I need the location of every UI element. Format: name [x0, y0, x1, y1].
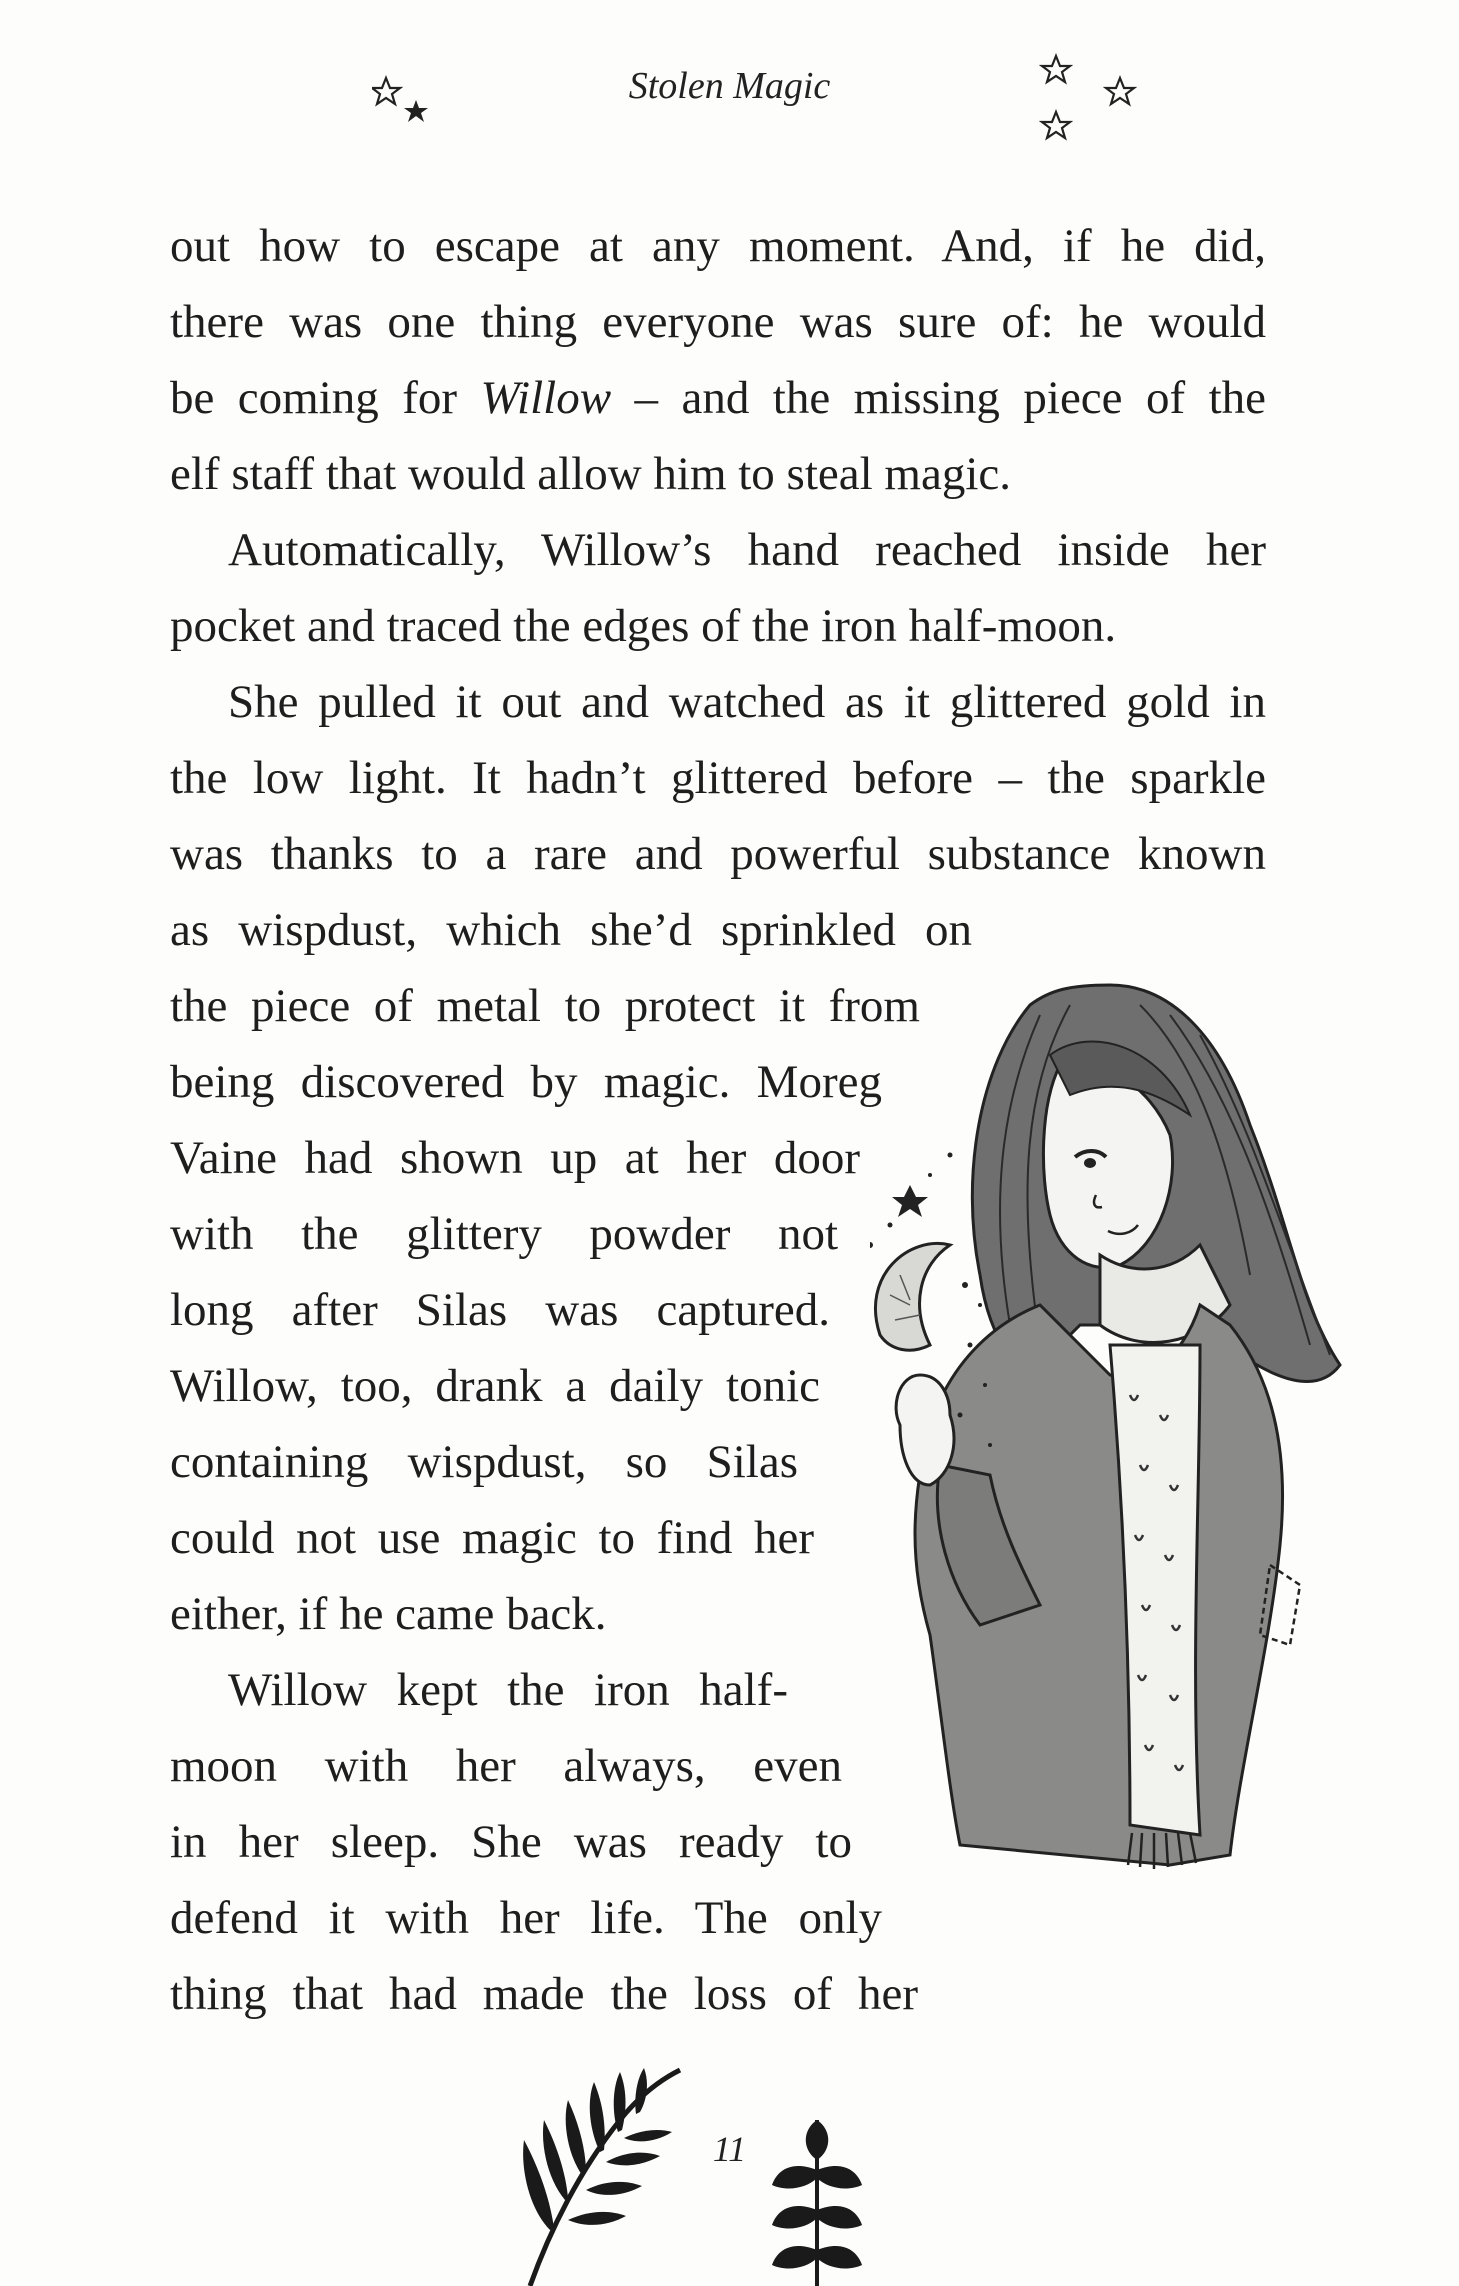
text-line: She pulled it out and watched as it glittered gold in	[228, 676, 1266, 728]
text-line: out how to escape at any moment. And, if he did,	[170, 220, 1266, 272]
text-line: could not use magic to find her	[170, 1512, 814, 1564]
text-line: was thanks to a rare and powerful substance known	[170, 828, 1266, 880]
text-line: there was one thing everyone was sure of: he would	[170, 296, 1266, 348]
text-line: containing wispdust, so Silas	[170, 1436, 798, 1488]
emphasis-name: Willow	[480, 372, 612, 424]
text-line: Willow, too, drank a daily tonic	[170, 1360, 820, 1412]
fern-icon	[510, 2060, 690, 2286]
text-line: thing that had made the loss of her	[170, 1968, 918, 2020]
text-line: Automatically, Willow’s hand reached inside her	[228, 524, 1266, 576]
text-line: as wispdust, which she’d sprinkled on	[170, 904, 972, 956]
text-line: Vaine had shown up at her door	[170, 1132, 860, 1184]
girl-holding-half-moon-illustration	[870, 945, 1390, 1935]
text-line: defend it with her life. The only	[170, 1892, 882, 1944]
text-line: either, if he came back.	[170, 1588, 607, 1640]
running-head-title: Stolen Magic	[628, 65, 831, 107]
star-cluster-icon	[1036, 52, 1146, 148]
text-span: – and the missing piece of the	[611, 372, 1267, 424]
text-line: being discovered by magic. Moreg	[170, 1056, 882, 1108]
text-line: the piece of metal to protect it from	[170, 980, 920, 1032]
page-number: 11	[712, 2129, 747, 2169]
text-line: with the glittery powder not	[170, 1208, 838, 1260]
text-line: moon with her always, even	[170, 1740, 842, 1792]
text-line: Willow kept the iron half-	[228, 1664, 788, 1716]
text-line: long after Silas was captured.	[170, 1284, 830, 1336]
text-line: the low light. It hadn’t glittered before – the sparkle	[170, 752, 1266, 804]
text-line: in her sleep. She was ready to	[170, 1816, 852, 1868]
text-span: be coming for	[170, 372, 481, 424]
text-line: elf staff that would allow him to steal magic.	[170, 448, 1012, 500]
leaf-sprig-icon	[762, 2110, 872, 2286]
text-line	[170, 370, 1266, 426]
text-line: pocket and traced the edges of the iron half-moon.	[170, 600, 1117, 652]
